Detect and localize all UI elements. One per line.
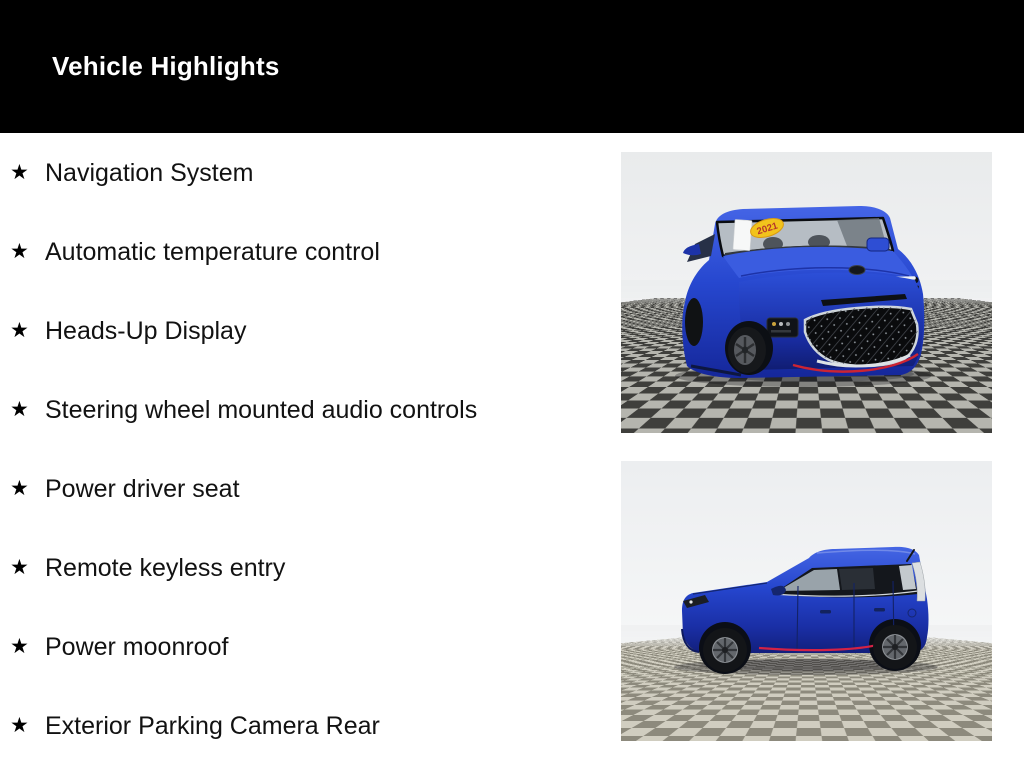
feature-label: Exterior Parking Camera Rear <box>45 711 380 740</box>
windshield-paper <box>733 219 752 250</box>
photo-column <box>621 152 992 741</box>
feature-item <box>10 396 610 424</box>
car-front-view <box>675 206 931 387</box>
car-front-illustration <box>621 152 992 433</box>
star-bullet-icon: ★ <box>10 476 29 500</box>
star-bullet-icon: ★ <box>10 713 29 737</box>
vehicle-photo-front <box>621 152 992 433</box>
side-mirror-left <box>683 244 701 255</box>
front-wheel <box>725 321 773 375</box>
feature-item <box>10 633 610 661</box>
feature-item <box>10 712 610 740</box>
feature-item <box>10 317 610 345</box>
star-bullet-icon: ★ <box>10 555 29 579</box>
star-bullet-icon: ★ <box>10 634 29 658</box>
star-bullet-icon: ★ <box>10 239 29 263</box>
vehicle-photo-side <box>621 461 992 741</box>
page-title: Vehicle Highlights <box>52 51 280 81</box>
feature-label: Automatic temperature control <box>45 237 380 266</box>
feature-list <box>10 159 610 740</box>
feature-label: Navigation System <box>45 158 254 187</box>
feature-item <box>10 159 610 187</box>
year-sticker-text: 2021 <box>755 220 780 238</box>
feature-label: Power driver seat <box>45 474 240 503</box>
car-side-illustration <box>621 461 992 741</box>
star-bullet-icon: ★ <box>10 397 29 421</box>
kia-badge <box>849 266 865 275</box>
header-bar <box>0 0 1024 133</box>
front-wheel <box>703 628 747 672</box>
star-bullet-icon: ★ <box>10 318 29 342</box>
feature-label: Remote keyless entry <box>45 553 286 582</box>
feature-item <box>10 475 610 503</box>
rear-wheel <box>873 625 917 669</box>
feature-item <box>10 554 610 582</box>
feature-item <box>10 238 610 266</box>
feature-label: Power moonroof <box>45 632 229 661</box>
feature-label: Heads-Up Display <box>45 316 247 345</box>
car-side-view <box>674 547 938 675</box>
feature-label: Steering wheel mounted audio controls <box>45 395 478 424</box>
fog-light-cluster <box>767 318 798 337</box>
side-mirror-right <box>867 238 889 251</box>
star-bullet-icon: ★ <box>10 160 29 184</box>
